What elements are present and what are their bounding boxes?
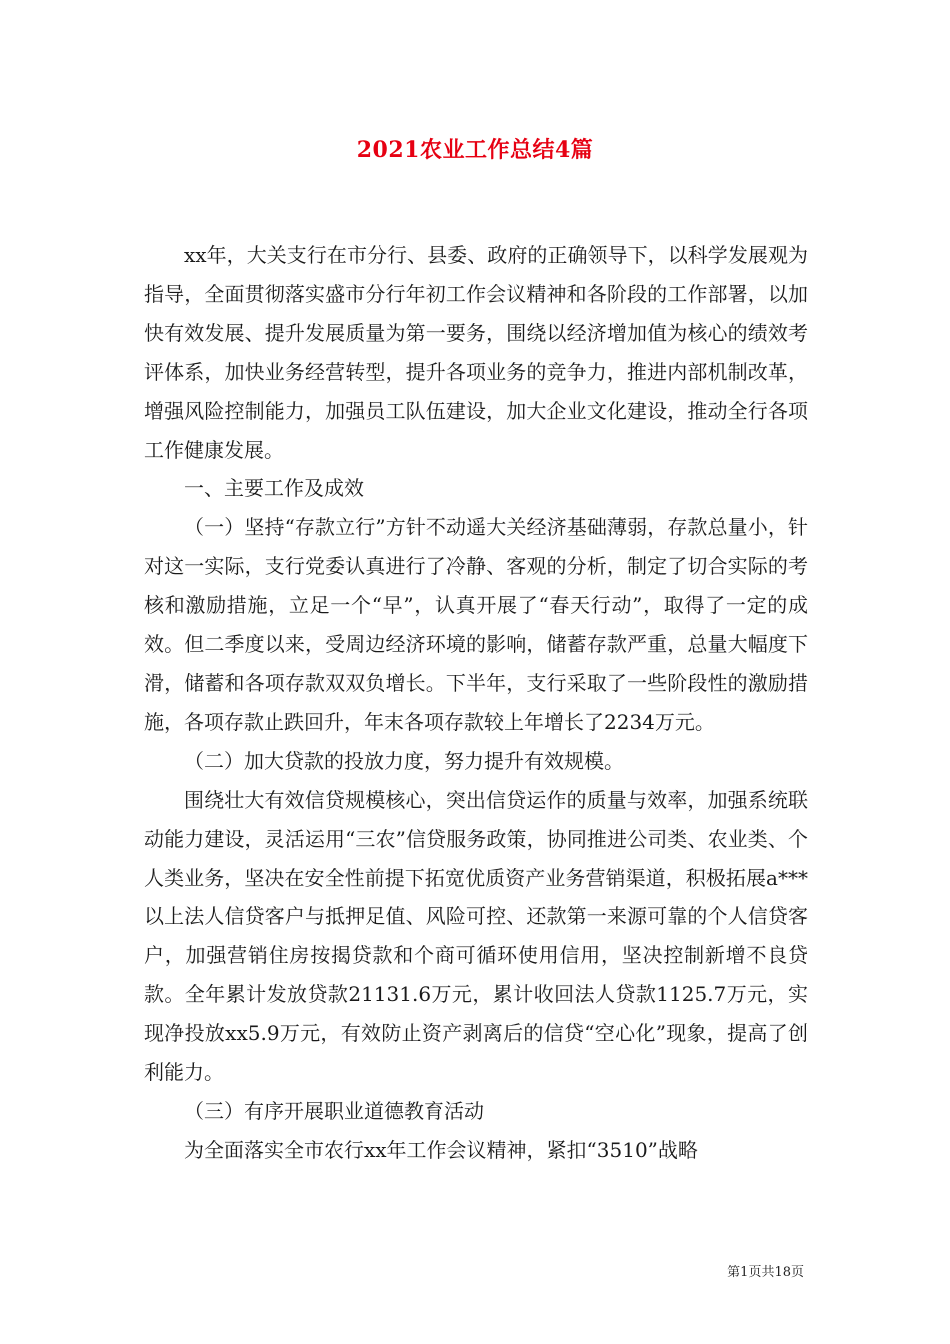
paragraph-loans: 围绕壮大有效信贷规模核心，突出信贷运作的质量与效率，加强系统联动能力建设，灵活运用“三农”信贷服务政策，协同推进公司类、农业类、个人类业务，坚决在安全性前提下拓宽优质资产业务营销渠道，积极拓展a***以上法人信贷客户与抵押足值、风险可控、还款第一来源可靠的个人信贷客户，加强营销住房按揭贷款和个商可循环使用信用，坚决控制新增不良贷款。全年累计发放贷款21131.6万元，累计收回法人贷款1125.7万元，实现净投放xx5.9万元，有效防止资产剥离后的信贷“空心化”现象，提高了创利能力。 [144,787,808,1085]
page-number: 第1页共18页 [727,1265,804,1280]
section-heading-main-work: 一、主要工作及成效 [184,476,364,501]
document-body [144,236,808,1170]
subheading-loans: （二）加大贷款的投放力度，努力提升有效规模。 [184,748,624,773]
subheading-ethics: （三）有序开展职业道德教育活动 [184,1098,484,1123]
document-title: 2021农业工作总结4篇 [356,137,594,163]
paragraph-deposits: （一）坚持“存款立行”方针不动遥大关经济基础薄弱，存款总量小，针对这一实际，支行党委认真进行了冷静、客观的分析，制定了切合实际的考核和激励措施，立足一个“早”，认真开展了“春天行动”，取得了一定的成效。但二季度以来，受周边经济环境的影响，储蓄存款严重，总量大幅度下滑，储蓄和各项存款双双负增长。下半年，支行采取了一些阶段性的激励措施，各项存款止跌回升，年末各项存款较上年增长了2234万元。 [144,515,808,734]
paragraph-ethics: 为全面落实全市农行xx年工作会议精神，紧扣“3510”战略 [184,1137,698,1162]
paragraph-intro: xx年，大关支行在市分行、县委、政府的正确领导下，以科学发展观为指导，全面贯彻落实盛市分行年初工作会议精神和各阶段的工作部署，以加快有效发展、提升发展质量为第一要务，围绕以经济增加值为核心的绩效考评体系，加快业务经营转型，提升各项业务的竞争力，推进内部机制改革，增强风险控制能力，加强员工队伍建设，加大企业文化建设，推动全行各项工作健康发展。 [144,243,808,462]
